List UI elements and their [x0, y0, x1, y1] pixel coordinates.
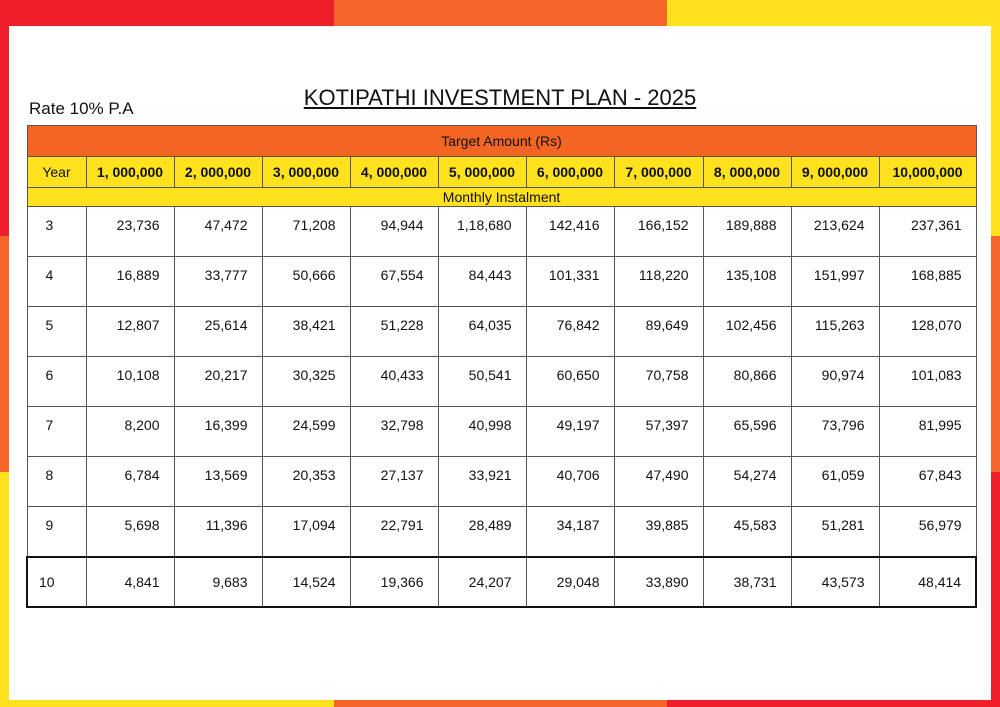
year-cell: 4 — [27, 257, 86, 307]
instalment-cell: 65,596 — [703, 407, 791, 457]
instalment-cell: 102,456 — [703, 307, 791, 357]
frame-bottom-orange — [334, 700, 667, 707]
amount-header-9: 9, 000,000 — [791, 157, 879, 188]
instalment-cell: 13,569 — [174, 457, 262, 507]
instalment-cell: 51,281 — [791, 507, 879, 557]
instalment-cell: 48,414 — [879, 557, 976, 607]
instalment-cell: 38,421 — [262, 307, 350, 357]
instalment-cell: 128,070 — [879, 307, 976, 357]
year-cell: 6 — [27, 357, 86, 407]
instalment-cell: 94,944 — [350, 207, 438, 257]
instalment-cell: 5,698 — [86, 507, 174, 557]
instalment-cell: 30,325 — [262, 357, 350, 407]
instalment-cell: 9,683 — [174, 557, 262, 607]
monthly-instalment-label: Monthly Instalment — [27, 188, 976, 207]
instalment-cell: 54,274 — [703, 457, 791, 507]
instalment-cell: 23,736 — [86, 207, 174, 257]
frame-right-red — [991, 472, 1000, 707]
instalment-cell: 12,807 — [86, 307, 174, 357]
instalment-cell: 20,353 — [262, 457, 350, 507]
frame-top-red — [0, 0, 334, 26]
instalment-cell: 47,472 — [174, 207, 262, 257]
frame-top-orange — [334, 0, 667, 26]
year-cell: 3 — [27, 207, 86, 257]
instalment-cell: 73,796 — [791, 407, 879, 457]
amount-header-8: 8, 000,000 — [703, 157, 791, 188]
amount-header-6: 6, 000,000 — [526, 157, 614, 188]
instalment-cell: 168,885 — [879, 257, 976, 307]
instalment-cell: 166,152 — [614, 207, 703, 257]
instalment-cell: 34,187 — [526, 507, 614, 557]
table-row — [27, 207, 976, 257]
instalment-cell: 135,108 — [703, 257, 791, 307]
instalment-cell: 25,614 — [174, 307, 262, 357]
instalment-cell: 32,798 — [350, 407, 438, 457]
instalment-cell: 22,791 — [350, 507, 438, 557]
instalment-cell: 80,866 — [703, 357, 791, 407]
instalment-cell: 40,433 — [350, 357, 438, 407]
instalment-cell: 38,731 — [703, 557, 791, 607]
table-row — [27, 307, 976, 357]
instalment-cell: 101,083 — [879, 357, 976, 407]
instalment-cell: 50,541 — [438, 357, 526, 407]
table-row — [27, 407, 976, 457]
instalment-cell: 67,554 — [350, 257, 438, 307]
instalment-cell: 67,843 — [879, 457, 976, 507]
instalment-cell: 189,888 — [703, 207, 791, 257]
amount-header-2: 2, 000,000 — [174, 157, 262, 188]
instalment-cell: 33,921 — [438, 457, 526, 507]
year-cell: 7 — [27, 407, 86, 457]
investment-table — [26, 125, 977, 608]
instalment-cell: 20,217 — [174, 357, 262, 407]
instalment-cell: 60,650 — [526, 357, 614, 407]
instalment-cell: 50,666 — [262, 257, 350, 307]
instalment-cell: 24,599 — [262, 407, 350, 457]
instalment-cell: 28,489 — [438, 507, 526, 557]
target-amount-label: Target Amount (Rs) — [27, 126, 976, 157]
table-row — [27, 357, 976, 407]
instalment-cell: 40,998 — [438, 407, 526, 457]
instalment-cell: 237,361 — [879, 207, 976, 257]
year-cell: 9 — [27, 507, 86, 557]
frame-bottom-red — [667, 700, 1000, 707]
instalment-cell: 27,137 — [350, 457, 438, 507]
instalment-cell: 70,758 — [614, 357, 703, 407]
instalment-cell: 4,841 — [86, 557, 174, 607]
frame-top-yellow — [667, 0, 1000, 26]
year-header: Year — [27, 157, 86, 188]
instalment-cell: 71,208 — [262, 207, 350, 257]
instalment-cell: 33,890 — [614, 557, 703, 607]
instalment-cell: 33,777 — [174, 257, 262, 307]
instalment-cell: 29,048 — [526, 557, 614, 607]
frame-left-yellow — [0, 472, 9, 707]
amount-header-4: 4, 000,000 — [350, 157, 438, 188]
frame-right-yellow — [991, 0, 1000, 236]
instalment-cell: 47,490 — [614, 457, 703, 507]
year-cell: 10 — [27, 557, 86, 607]
instalment-cell: 81,995 — [879, 407, 976, 457]
instalment-cell: 40,706 — [526, 457, 614, 507]
amount-header-row — [27, 157, 976, 188]
frame-left-red — [0, 0, 9, 236]
monthly-instalment-row — [27, 188, 976, 207]
instalment-cell: 56,979 — [879, 507, 976, 557]
instalment-cell: 84,443 — [438, 257, 526, 307]
amount-header-1: 1, 000,000 — [86, 157, 174, 188]
instalment-cell: 118,220 — [614, 257, 703, 307]
instalment-cell: 16,889 — [86, 257, 174, 307]
instalment-cell: 17,094 — [262, 507, 350, 557]
frame-right-orange — [991, 236, 1000, 472]
instalment-cell: 151,997 — [791, 257, 879, 307]
year-cell: 8 — [27, 457, 86, 507]
instalment-cell: 6,784 — [86, 457, 174, 507]
instalment-cell: 49,197 — [526, 407, 614, 457]
instalment-cell: 90,974 — [791, 357, 879, 407]
instalment-cell: 45,583 — [703, 507, 791, 557]
instalment-cell: 8,200 — [86, 407, 174, 457]
instalment-cell: 213,624 — [791, 207, 879, 257]
instalment-cell: 10,108 — [86, 357, 174, 407]
amount-header-10: 10,000,000 — [879, 157, 976, 188]
instalment-cell: 64,035 — [438, 307, 526, 357]
instalment-cell: 89,649 — [614, 307, 703, 357]
frame-bottom-yellow — [0, 700, 334, 707]
table-row — [27, 557, 976, 607]
instalment-cell: 19,366 — [350, 557, 438, 607]
target-amount-row — [27, 126, 976, 157]
year-cell: 5 — [27, 307, 86, 357]
instalment-cell: 115,263 — [791, 307, 879, 357]
instalment-cell: 51,228 — [350, 307, 438, 357]
rate-label: Rate 10% P.A — [29, 99, 134, 118]
instalment-cell: 76,842 — [526, 307, 614, 357]
page-title: KOTIPATHI INVESTMENT PLAN - 2025 — [303, 85, 697, 110]
table-row — [27, 507, 976, 557]
instalment-cell: 1,18,680 — [438, 207, 526, 257]
instalment-cell: 16,399 — [174, 407, 262, 457]
instalment-cell: 39,885 — [614, 507, 703, 557]
instalment-cell: 14,524 — [262, 557, 350, 607]
instalment-cell: 43,573 — [791, 557, 879, 607]
instalment-cell: 142,416 — [526, 207, 614, 257]
table-row — [27, 257, 976, 307]
instalment-cell: 61,059 — [791, 457, 879, 507]
instalment-cell: 57,397 — [614, 407, 703, 457]
amount-header-3: 3, 000,000 — [262, 157, 350, 188]
amount-header-7: 7, 000,000 — [614, 157, 703, 188]
instalment-cell: 101,331 — [526, 257, 614, 307]
instalment-cell: 24,207 — [438, 557, 526, 607]
table-row — [27, 457, 976, 507]
frame-left-orange — [0, 236, 9, 472]
amount-header-5: 5, 000,000 — [438, 157, 526, 188]
instalment-cell: 11,396 — [174, 507, 262, 557]
